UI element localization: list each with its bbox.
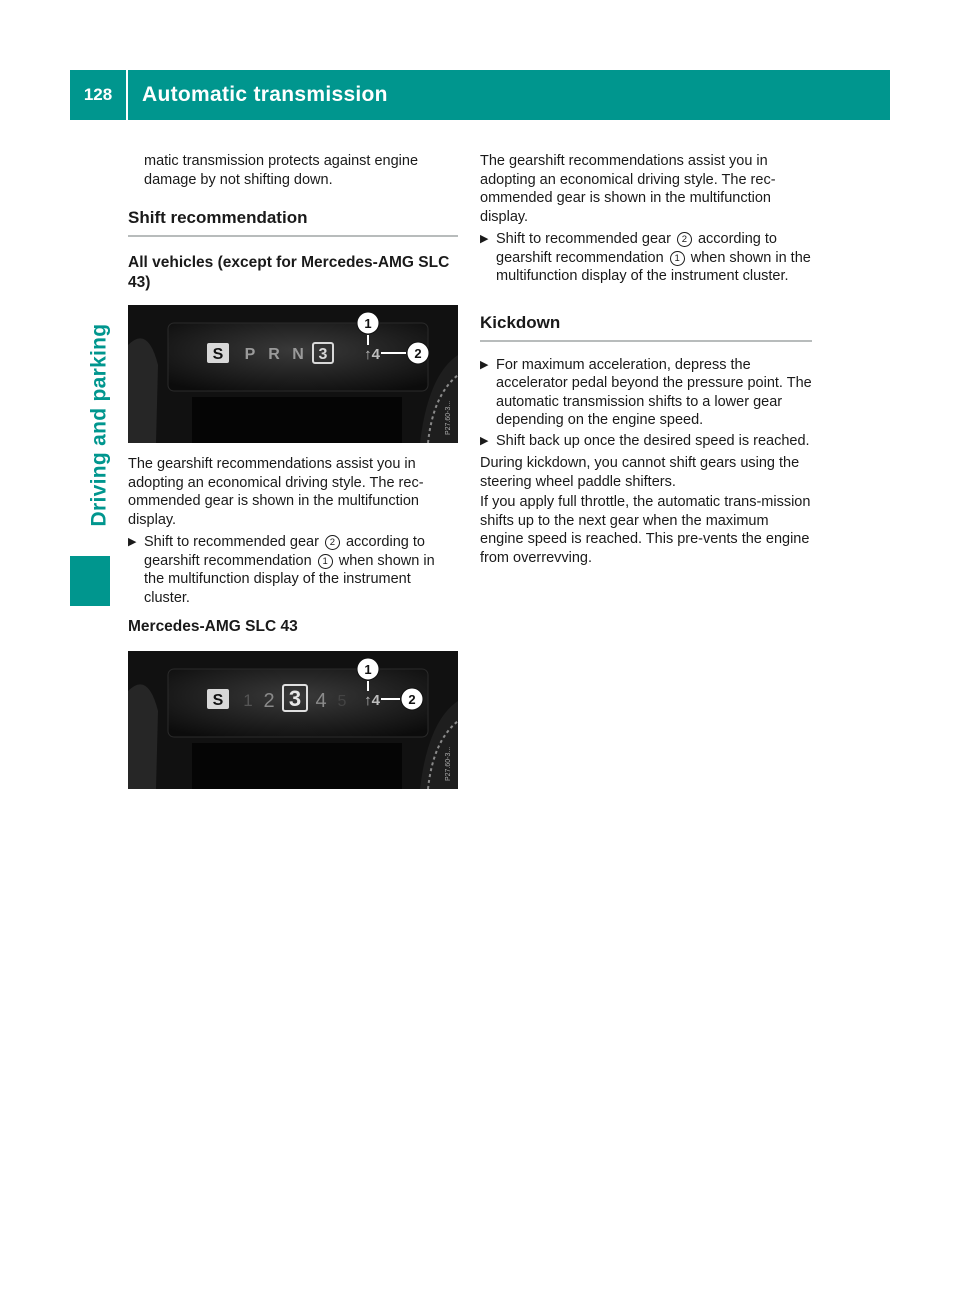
subheading-amg: Mercedes-AMG SLC 43 [128, 618, 298, 635]
instruction-step: ▶ For maximum acceleration, depress the accelerator pedal beyond the pressure point. The automatic transmission shifts to a lower gear depending on the engine speed. [480, 356, 812, 428]
gear-s: S [212, 692, 224, 709]
svg-text:P27.60-3...: P27.60-3... [445, 746, 452, 781]
intro-text: matic transmission protects against engine damage by not shifting down. [144, 153, 419, 188]
svg-text:1: 1 [364, 662, 372, 677]
step-arrow-icon: ▶ [128, 536, 137, 548]
body-paragraph: The gearshift recommendations assist you in adopting an economical driving style. The rec-ommended gear is shown in the multifunction display. [128, 456, 424, 528]
side-tab-label: Driving and parking [87, 323, 110, 527]
page-header [70, 70, 890, 120]
gear-2: 2 [263, 690, 275, 712]
section-heading-shift-recommendation: Shift recommendation [128, 207, 458, 237]
gear-n: N [292, 346, 304, 363]
body-paragraph: If you apply full throttle, the automatic trans-mission shifts up to the next gear when the maximum engine speed is reached. This pre-vents the engine from overrevving. [480, 494, 811, 566]
figure-gear-display-amg [128, 651, 458, 789]
gear-1: 1 [243, 691, 253, 710]
figure-gear-display-standard [128, 305, 458, 443]
step-arrow-icon: ▶ [480, 358, 489, 371]
page-title: Automatic transmission [142, 83, 388, 106]
callout-ref-2: 2 [677, 232, 692, 247]
svg-text:1: 1 [364, 316, 372, 331]
gear-4: 4 [315, 690, 327, 712]
section-heading-kickdown: Kickdown [480, 312, 812, 342]
side-tab [84, 310, 114, 540]
step-arrow-icon: ▶ [480, 434, 489, 447]
instruction-step: ▶ Shift back up once the desired speed is reached. [480, 432, 810, 449]
page-number: 128 [83, 85, 113, 104]
svg-text:2: 2 [408, 692, 416, 707]
gear-s: S [212, 346, 224, 363]
gear-3: 3 [318, 346, 328, 363]
header-divider [126, 70, 128, 120]
body-paragraph: The gearshift recommendations assist you in adopting an economical driving style. The rec-ommended gear is shown in the multifunction display. [480, 153, 776, 225]
body-paragraph: During kickdown, you cannot shift gears using the steering wheel paddle shifters. [480, 455, 800, 490]
right-column [480, 152, 812, 567]
instruction-step: ▶ Shift to recommended gear 2 according to gearshift recommendation 1 when shown in the multifunction display of the instrument cluster. [128, 534, 435, 606]
gear-recommendation: ↑4 [364, 346, 380, 363]
gear-recommendation: ↑4 [364, 692, 380, 709]
gear-3: 3 [288, 686, 302, 711]
step-arrow-icon: ▶ [480, 233, 489, 245]
subheading-all-vehicles: All vehicles (except for Mercedes-AMG SLC 43) [128, 254, 450, 291]
svg-text:2: 2 [414, 346, 422, 361]
callout-ref-1: 1 [318, 554, 333, 569]
instruction-step: ▶ Shift to recommended gear 2 according to gearshift recommendation 1 when shown in the multifunction display of the instrument cluster. [480, 231, 811, 284]
svg-text:P27.60-3...: P27.60-3... [445, 400, 452, 435]
gear-p: P [244, 346, 256, 363]
gear-r: R [268, 346, 280, 363]
callout-ref-2: 2 [325, 535, 340, 550]
side-tab-marker [70, 556, 110, 606]
left-column [128, 152, 458, 789]
gear-5: 5 [337, 693, 347, 710]
callout-ref-1: 1 [670, 251, 685, 266]
